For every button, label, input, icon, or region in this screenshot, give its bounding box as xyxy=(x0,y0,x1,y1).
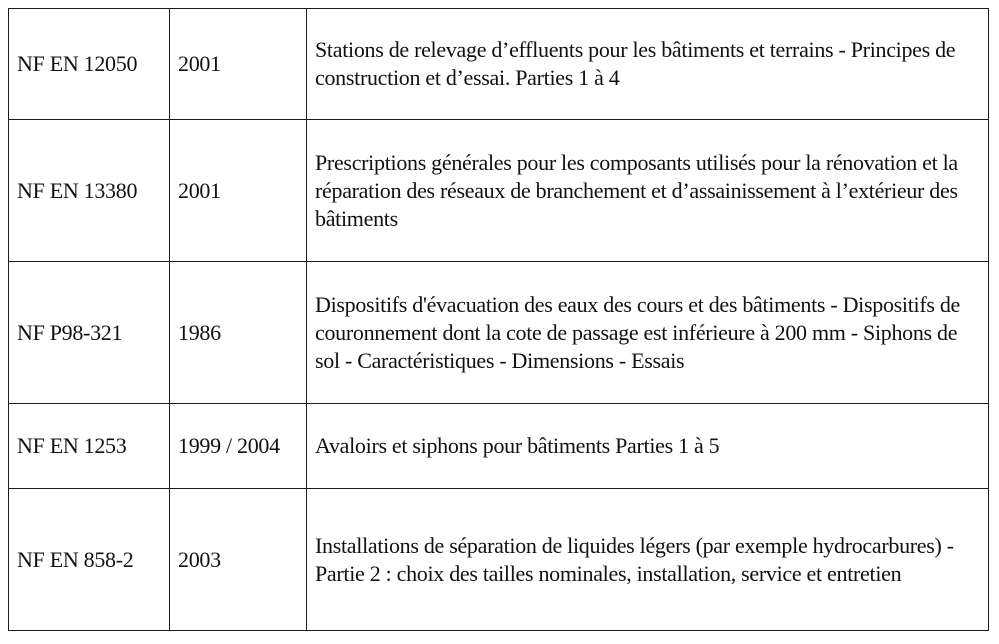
standard-reference-cell: NF P98-321 xyxy=(9,262,170,404)
standard-reference-cell: NF EN 1253 xyxy=(9,404,170,489)
table-row xyxy=(9,404,989,489)
table-row xyxy=(9,262,989,404)
table-row xyxy=(9,120,989,262)
standard-year-cell: 1986 xyxy=(170,262,307,404)
standard-year-cell: 1999 / 2004 xyxy=(170,404,307,489)
standard-year-cell: 2001 xyxy=(170,9,307,120)
standard-title-cell: Dispositifs d'évacuation des eaux des cours et des bâtiments - Dispositifs de couronnement dont la cote de passage est inférieure à 200 mm - Siphons de sol - Caractéristiques - Dimensions - Essais xyxy=(307,262,989,404)
standards-table xyxy=(8,8,989,631)
standard-title-cell: Installations de séparation de liquides légers (par exemple hydrocarbures) - Partie 2 : choix des tailles nominales, installation, service et entretien xyxy=(307,489,989,631)
standard-title-cell: Avaloirs et siphons pour bâtiments Parties 1 à 5 xyxy=(307,404,989,489)
standard-title-cell: Prescriptions générales pour les composants utilisés pour la rénovation et la réparation des réseaux de branchement et d’assainissement à l’extérieur des bâtiments xyxy=(307,120,989,262)
standard-reference-cell: NF EN 13380 xyxy=(9,120,170,262)
standard-reference-cell: NF EN 858-2 xyxy=(9,489,170,631)
standard-year-cell: 2001 xyxy=(170,120,307,262)
table-row xyxy=(9,9,989,120)
standard-title-cell: Stations de relevage d’effluents pour les bâtiments et terrains - Principes de construction et d’essai. Parties 1 à 4 xyxy=(307,9,989,120)
standard-year-cell: 2003 xyxy=(170,489,307,631)
standard-reference-cell: NF EN 12050 xyxy=(9,9,170,120)
table-row xyxy=(9,489,989,631)
